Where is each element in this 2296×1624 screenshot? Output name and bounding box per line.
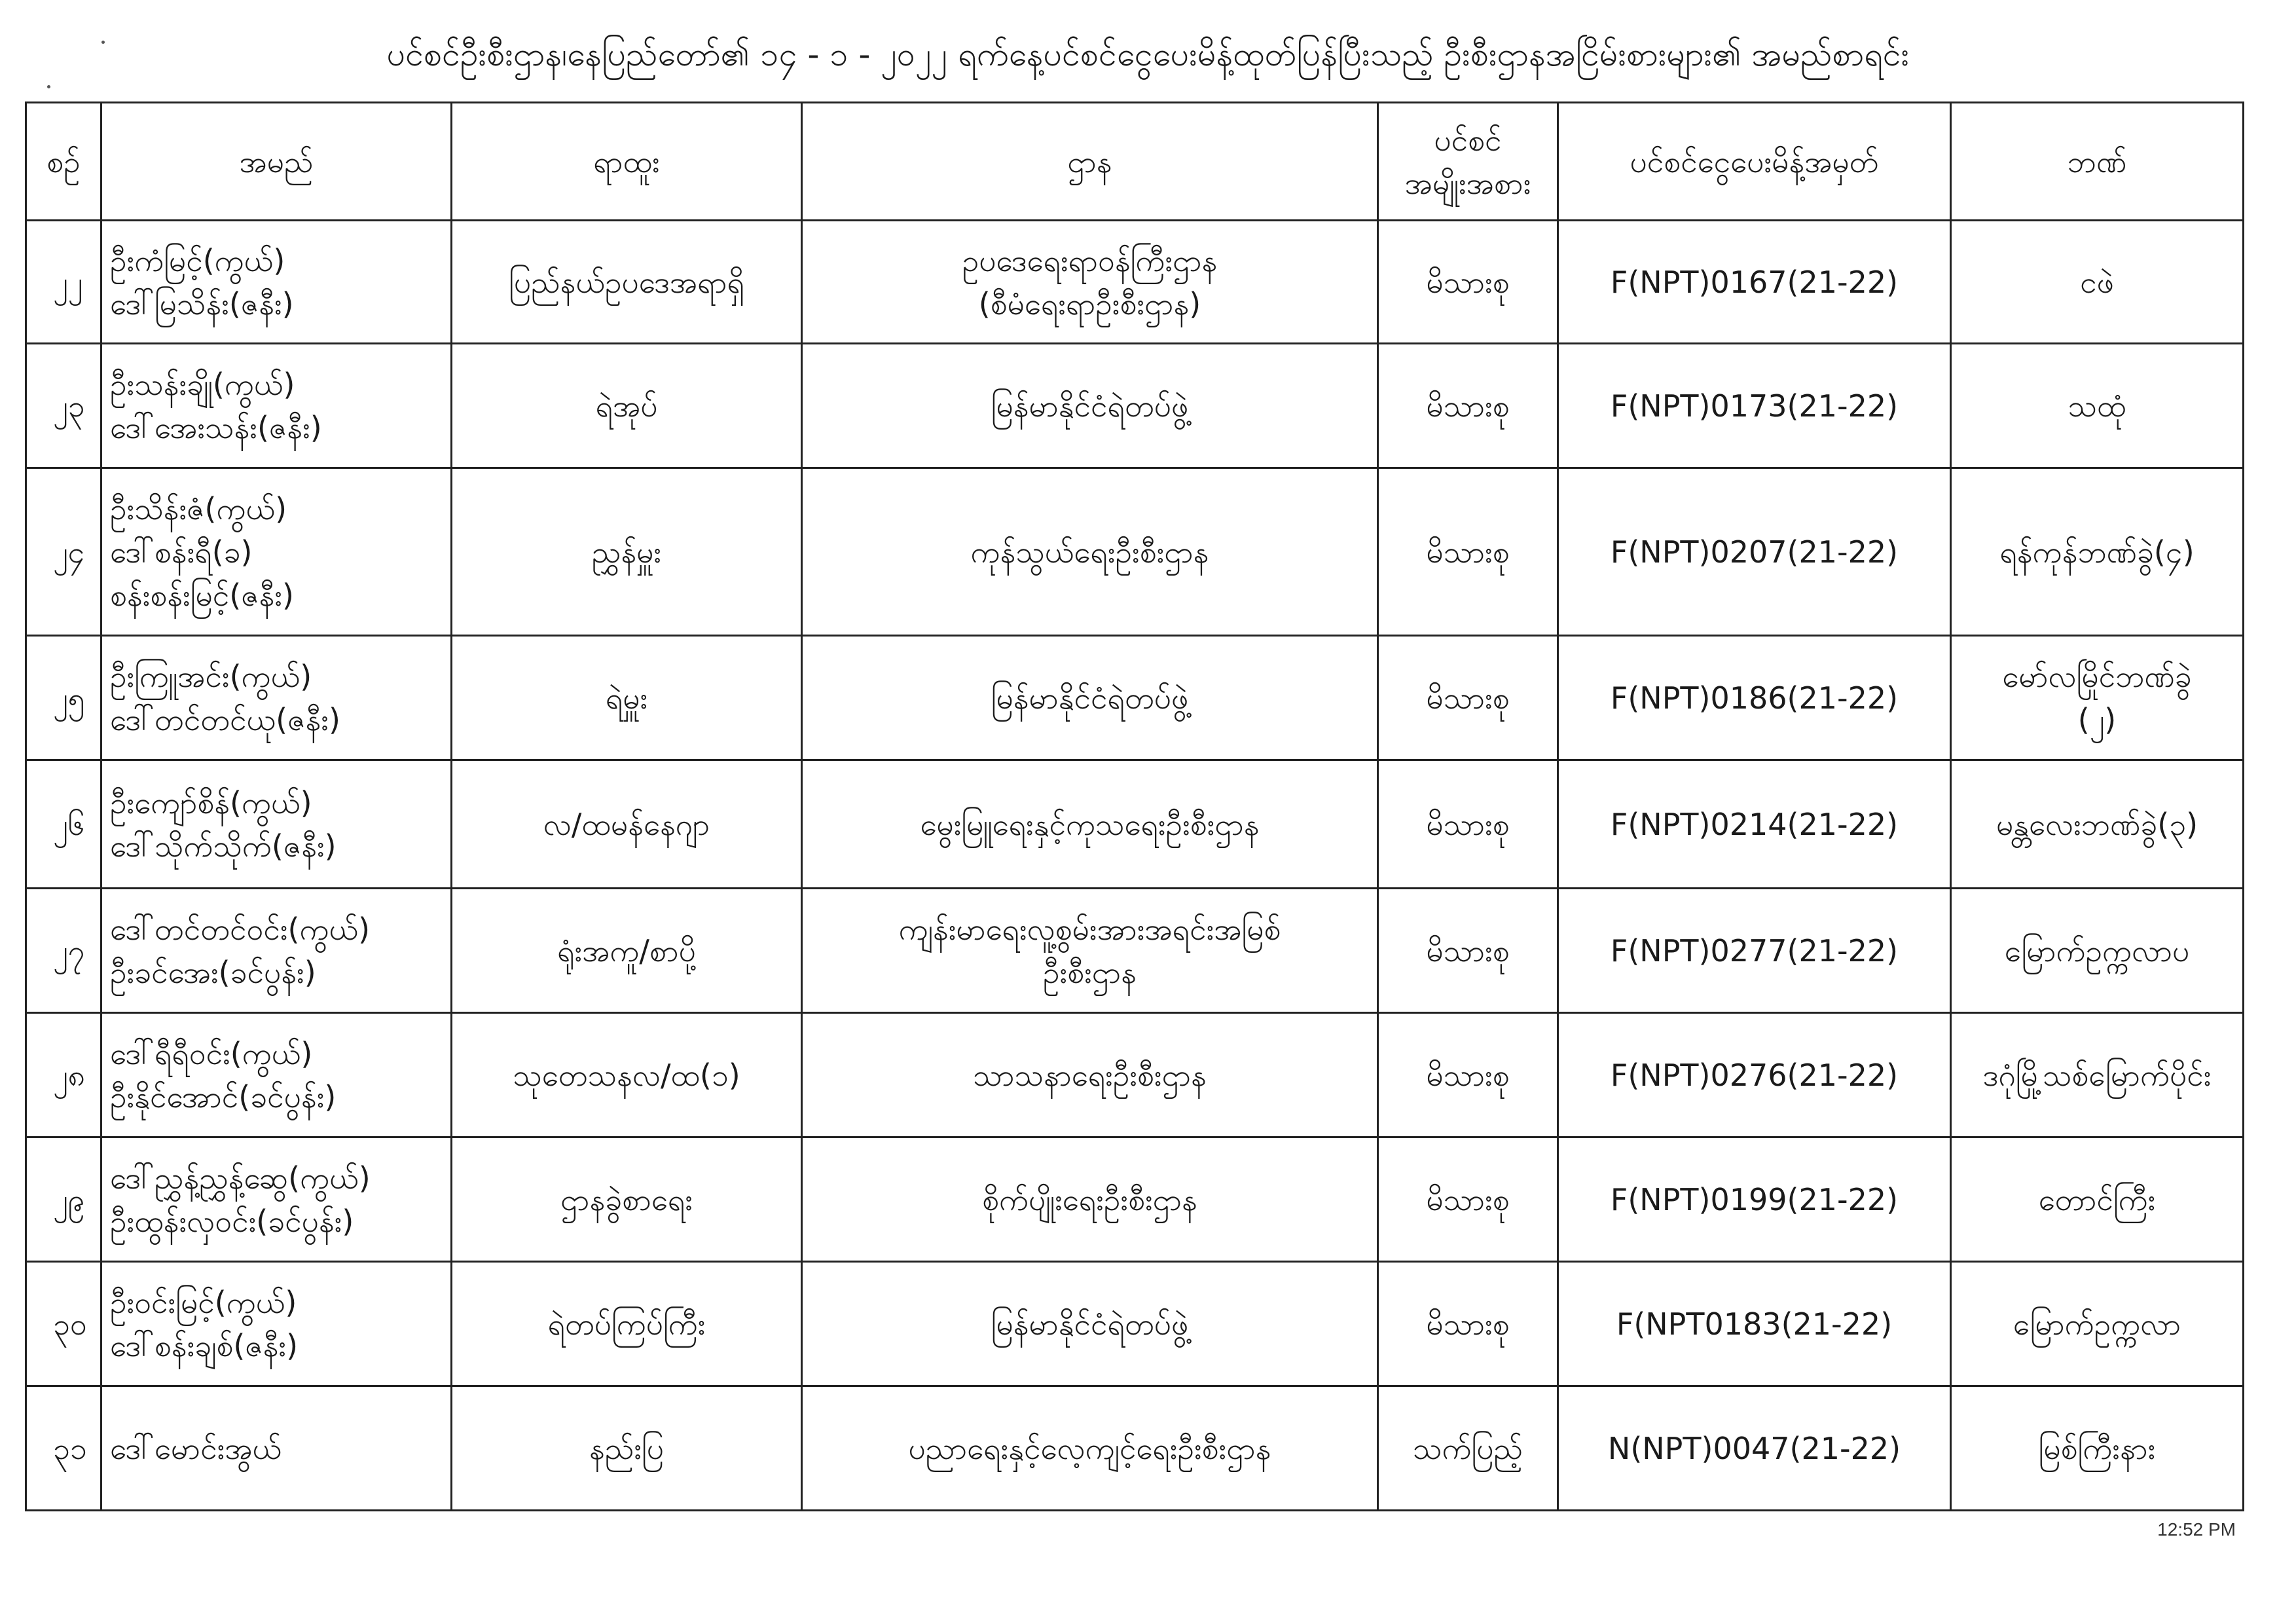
- person-name: ဦးထွန်းလှဝင်း(ခင်ပွန်း): [110, 1203, 354, 1239]
- bank-line: (၂): [2077, 701, 2117, 737]
- bank-cell: [1951, 889, 2244, 1013]
- person-name: ဒေါ်ညွှန့်ညွှန့်ဆွေ(ကွယ်): [110, 1160, 371, 1196]
- bank-cell: [1951, 344, 2244, 468]
- bank-cell: [1951, 760, 2244, 889]
- department-line: ဥပဒေရေးရာဝန်ကြီးဌာန: [962, 242, 1218, 278]
- person-name: ဒေါ်တင်တင်ဝင်း(ကွယ်): [110, 911, 371, 947]
- table-row: [26, 889, 2244, 1013]
- person-name: ဒေါ်မောင်းအွယ်: [110, 1430, 282, 1466]
- person-name: ဒေါ်သိုက်သိုက်(ဇနီး): [110, 828, 337, 864]
- row-number: ၂၂: [26, 221, 101, 344]
- person-name: ဦးသန်းချို(ကွယ်): [110, 366, 295, 402]
- header-pension-type-line2: အမျိုးအစား: [1404, 165, 1531, 201]
- department-cell: [802, 344, 1378, 468]
- department-cell: [802, 636, 1378, 760]
- order-number-cell: F(NPT)0277(21-22): [1558, 889, 1951, 1013]
- pension-type-cell: မိသားစု: [1378, 1137, 1558, 1262]
- row-number: ၂၄: [26, 468, 101, 636]
- rank-cell: လ/ထမန်နေဂျာ: [452, 760, 802, 889]
- bank-line: မန္တလေးဘဏ်ခွဲ(၃): [1995, 806, 2198, 842]
- order-number-cell: F(NPT)0199(21-22): [1558, 1137, 1951, 1262]
- row-number: ၃၁: [26, 1386, 101, 1511]
- person-names: [101, 344, 452, 468]
- person-name: ဦးသိန်းဇံ(ကွယ်): [110, 490, 287, 526]
- page-title: ပင်စင်ဦးစီးဌာန၊နေပြည်တော်၏ ၁၄ - ၁ - ၂၀၂၂ ရက်နေ့ပင်စင်ငွေပေးမိန့်ထုတ်ပြန်ပြီးသည့် ဦးစီးဌာနအငြိမ်းစားများ၏ အမည်စာရင်း: [386, 35, 1910, 73]
- order-number-cell: F(NPT)0173(21-22): [1558, 344, 1951, 468]
- person-names: [101, 1262, 452, 1386]
- bank-cell: [1951, 1262, 2244, 1386]
- department-line: မြန်မာနိုင်ငံရဲတပ်ဖွဲ့: [991, 1306, 1189, 1342]
- bank-cell: [1951, 468, 2244, 636]
- department-line: ကုန်သွယ်ရေးဦးစီးဌာန: [970, 534, 1209, 570]
- rank-cell: ညွှန်မှူး: [452, 468, 802, 636]
- pension-type-cell: မိသားစု: [1378, 636, 1558, 760]
- department-cell: [802, 760, 1378, 889]
- order-number-cell: F(NPT)0207(21-22): [1558, 468, 1951, 636]
- department-line: ဦးစီးဌာန: [1043, 954, 1137, 990]
- table-header: [26, 103, 2244, 221]
- person-name: ဦးခင်အေး(ခင်ပွန်း): [110, 954, 316, 990]
- scan-speck: [101, 41, 105, 44]
- rank-cell: ဌာနခွဲစာရေး: [452, 1137, 802, 1262]
- bank-line: မြောက်ဥက္ကလာ: [2013, 1306, 2181, 1342]
- person-name: စန်းစန်းမြင့်(ဇနီး): [110, 577, 294, 613]
- bank-cell: [1951, 221, 2244, 344]
- person-name: ဦးကျော်စိန်(ကွယ်): [110, 784, 312, 821]
- row-number: ၂၆: [26, 760, 101, 889]
- header-rank: ရာထူး: [452, 103, 802, 221]
- person-name: ဦးနိုင်အောင်(ခင်ပွန်း): [110, 1079, 337, 1115]
- department-line: (စီမံရေးရာဦးစီးဌာန): [978, 286, 1201, 322]
- header-name: အမည်: [101, 103, 452, 221]
- person-name: ဒေါ်မြသိန်း(ဇနီး): [110, 286, 294, 322]
- table-row: [26, 1262, 2244, 1386]
- department-line: စိုက်ပျိုးရေးဦးစီးဌာန: [982, 1181, 1197, 1217]
- pension-type-cell: မိသားစု: [1378, 1262, 1558, 1386]
- row-number: ၂၅: [26, 636, 101, 760]
- bank-line: မော်လမြိုင်ဘဏ်ခွဲ: [2002, 658, 2192, 694]
- header-pension-type-line1: ပင်စင်: [1434, 122, 1502, 158]
- row-number: ၂၉: [26, 1137, 101, 1262]
- person-name: ဒေါ်စန်းရီ(ခ): [110, 534, 253, 570]
- person-name: ဦးဝင်းမြင့်(ကွယ်): [110, 1284, 297, 1320]
- bank-cell: [1951, 1137, 2244, 1262]
- bank-cell: [1951, 1386, 2244, 1511]
- order-number-cell: F(NPT)0186(21-22): [1558, 636, 1951, 760]
- order-number-cell: F(NPT0183(21-22): [1558, 1262, 1951, 1386]
- bank-line: သထုံ: [2068, 388, 2126, 424]
- person-name: ဒေါ်စန်းချစ်(ဇနီး): [110, 1327, 299, 1363]
- bank-line: ဒဂုံမြို့သစ်မြောက်ပိုင်း: [1982, 1057, 2212, 1093]
- row-number: ၂၇: [26, 889, 101, 1013]
- person-names: [101, 889, 452, 1013]
- department-cell: [802, 1386, 1378, 1511]
- bank-line: ရန်ကုန်ဘဏ်ခွဲ(၄): [1999, 534, 2195, 570]
- person-names: [101, 1013, 452, 1137]
- department-cell: [802, 1262, 1378, 1386]
- department-cell: [802, 889, 1378, 1013]
- bank-line: တောင်ကြီး: [2038, 1181, 2156, 1217]
- pension-type-cell: မိသားစု: [1378, 221, 1558, 344]
- header-pension-type: [1378, 103, 1558, 221]
- pension-type-cell: မိသားစု: [1378, 1013, 1558, 1137]
- rank-cell: ရုံးအကူ/စာပို့: [452, 889, 802, 1013]
- bank-line: မြောက်ဥက္ကလာပ: [2004, 932, 2190, 969]
- department-line: မြန်မာနိုင်ငံရဲတပ်ဖွဲ့: [991, 388, 1189, 424]
- department-cell: [802, 1137, 1378, 1262]
- department-line: မြန်မာနိုင်ငံရဲတပ်ဖွဲ့: [991, 680, 1189, 716]
- header-row: [26, 103, 2244, 221]
- person-names: [101, 1386, 452, 1511]
- bank-line: ငဖဲ: [2080, 264, 2114, 300]
- person-name: ဒေါ်ရီရီဝင်း(ကွယ်): [110, 1035, 313, 1071]
- rank-cell: နည်းပြ: [452, 1386, 802, 1511]
- scan-speck: [47, 85, 50, 88]
- department-line: ကျန်းမာရေးလူ့စွမ်းအားအရင်းအမြစ်: [898, 911, 1281, 947]
- table-row: [26, 760, 2244, 889]
- header-bank: ဘဏ်: [1951, 103, 2244, 221]
- table-row: [26, 344, 2244, 468]
- table-row: [26, 468, 2244, 636]
- person-name: ဒေါ်တင်တင်ယု(ဇနီး): [110, 701, 340, 737]
- pension-type-cell: သက်ပြည့်: [1378, 1386, 1558, 1511]
- person-name: ဦးကြူအင်း(ကွယ်): [110, 658, 312, 694]
- rank-cell: ရဲအုပ်: [452, 344, 802, 468]
- header-department: ဌာန: [802, 103, 1378, 221]
- department-line: ပညာရေးနှင့်လေ့ကျင့်ရေးဦးစီးဌာန: [908, 1430, 1271, 1466]
- order-number-cell: F(NPT)0276(21-22): [1558, 1013, 1951, 1137]
- person-names: [101, 636, 452, 760]
- department-line: သာသနာရေးဦးစီးဌာန: [973, 1057, 1207, 1093]
- pension-roster-table: [25, 101, 2244, 1511]
- print-timestamp: 12:52 PM: [2157, 1519, 2236, 1540]
- department-cell: [802, 468, 1378, 636]
- pension-type-cell: မိသားစု: [1378, 889, 1558, 1013]
- bank-line: မြစ်ကြီးနား: [2038, 1430, 2156, 1466]
- pension-type-cell: မိသားစု: [1378, 344, 1558, 468]
- bank-cell: [1951, 636, 2244, 760]
- department-line: မွေးမြူရေးနှင့်ကုသရေးဦးစီးဌာန: [920, 806, 1260, 842]
- order-number-cell: F(NPT)0167(21-22): [1558, 221, 1951, 344]
- rank-cell: ရဲမှူး: [452, 636, 802, 760]
- table-row: [26, 1137, 2244, 1262]
- person-names: [101, 1137, 452, 1262]
- department-cell: [802, 1013, 1378, 1137]
- rank-cell: ပြည်နယ်ဥပဒေအရာရှိ: [452, 221, 802, 344]
- row-number: ၂၃: [26, 344, 101, 468]
- rank-cell: သုတေသနလ/ထ(၁): [452, 1013, 802, 1137]
- order-number-cell: F(NPT)0214(21-22): [1558, 760, 1951, 889]
- table-row: [26, 221, 2244, 344]
- person-names: [101, 760, 452, 889]
- order-number-cell: N(NPT)0047(21-22): [1558, 1386, 1951, 1511]
- person-names: [101, 221, 452, 344]
- pension-type-cell: မိသားစု: [1378, 760, 1558, 889]
- pension-type-cell: မိသားစု: [1378, 468, 1558, 636]
- table-row: [26, 636, 2244, 760]
- row-number: ၂၈: [26, 1013, 101, 1137]
- row-number: ၃၀: [26, 1262, 101, 1386]
- header-order-no: ပင်စင်ငွေပေးမိန့်အမှတ်: [1558, 103, 1951, 221]
- rank-cell: ရဲတပ်ကြပ်ကြီး: [452, 1262, 802, 1386]
- table-row: [26, 1386, 2244, 1511]
- person-name: ဦးကံမြင့်(ကွယ်): [110, 242, 285, 278]
- table-row: [26, 1013, 2244, 1137]
- header-no: စဉ်: [26, 103, 101, 221]
- person-name: ဒေါ်အေးသန်း(ဇနီး): [110, 409, 322, 445]
- table-body: [26, 221, 2244, 1511]
- person-names: [101, 468, 452, 636]
- department-cell: [802, 221, 1378, 344]
- bank-cell: [1951, 1013, 2244, 1137]
